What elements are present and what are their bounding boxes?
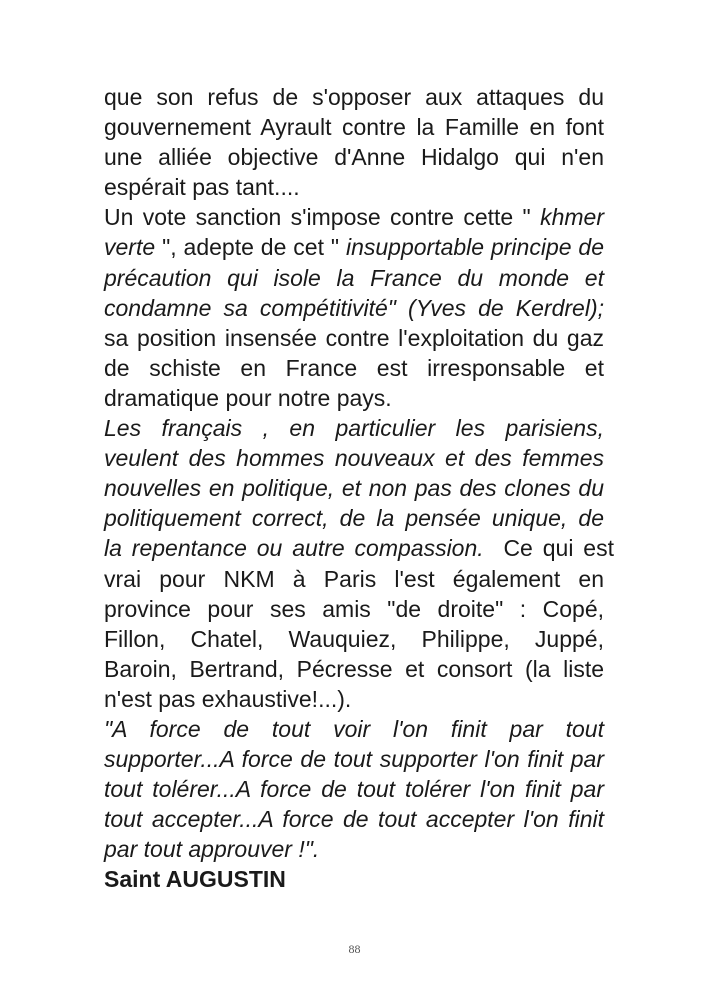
text-line: province pour ses amis "de droite" : Copé,	[104, 595, 604, 622]
text-line: condamne sa compétitivité" (Yves de Kerdrel);	[104, 294, 604, 321]
text-line	[104, 232, 604, 262]
text-line: Baroin, Bertrand, Pécresse et consort (la liste	[104, 655, 604, 682]
text-line	[104, 202, 604, 232]
italic-span: insupportable principe de	[345, 234, 605, 261]
quote-line: tout accepter...A force de tout accepter l'on finit	[104, 806, 604, 833]
text-line: espérait pas tant....	[104, 174, 300, 201]
text-span: ", adepte de cet "	[162, 234, 340, 261]
text-line: une alliée objective d'Anne Hidalgo qui n'en	[104, 144, 604, 171]
page-number: 88	[348, 942, 361, 956]
text-line: gouvernement Ayrault contre la Famille en font	[104, 114, 604, 141]
text-line: dramatique pour notre pays.	[104, 384, 392, 411]
text-line: n'est pas exhaustive!...).	[104, 685, 352, 712]
italic-span: khmer	[540, 204, 605, 231]
text-line: politiquement correct, de la pensée unique, de	[104, 505, 604, 532]
quote-line: supporter...A force de tout supporter l'on finit par	[104, 746, 604, 773]
text-span: Ce qui est	[483, 535, 614, 562]
body-text	[104, 82, 614, 895]
text-line: Fillon, Chatel, Wauquiez, Philippe, Juppé,	[104, 625, 604, 652]
text-line: veulent des hommes nouveaux et des femmes	[104, 445, 604, 472]
quote-attribution: Saint AUGUSTIN	[104, 866, 286, 893]
text-line: précaution qui isole la France du monde et	[104, 264, 604, 291]
quote-line: "A force de tout voir l'on finit par tout	[104, 715, 604, 742]
text-line: Les français , en particulier les parisiens,	[104, 415, 604, 442]
italic-span: verte	[104, 234, 156, 261]
text-line: sa position insensée contre l'exploitation du gaz	[104, 324, 604, 351]
text-line: vrai pour NKM à Paris l'est également en	[104, 565, 604, 592]
text-line	[104, 533, 614, 563]
text-line: que son refus de s'opposer aux attaques du	[104, 84, 604, 110]
text-line: nouvelles en politique, et non pas des clones du	[104, 475, 604, 502]
text-line: de schiste en France est irresponsable et	[104, 354, 604, 381]
italic-span: la repentance ou autre compassion.	[104, 535, 484, 562]
quote-line: par tout approuver !".	[104, 836, 320, 863]
quote-line: tout tolérer...A force de tout tolérer l'on finit par	[104, 776, 604, 803]
text-span: Un vote sanction s'impose contre cette "	[104, 204, 531, 231]
